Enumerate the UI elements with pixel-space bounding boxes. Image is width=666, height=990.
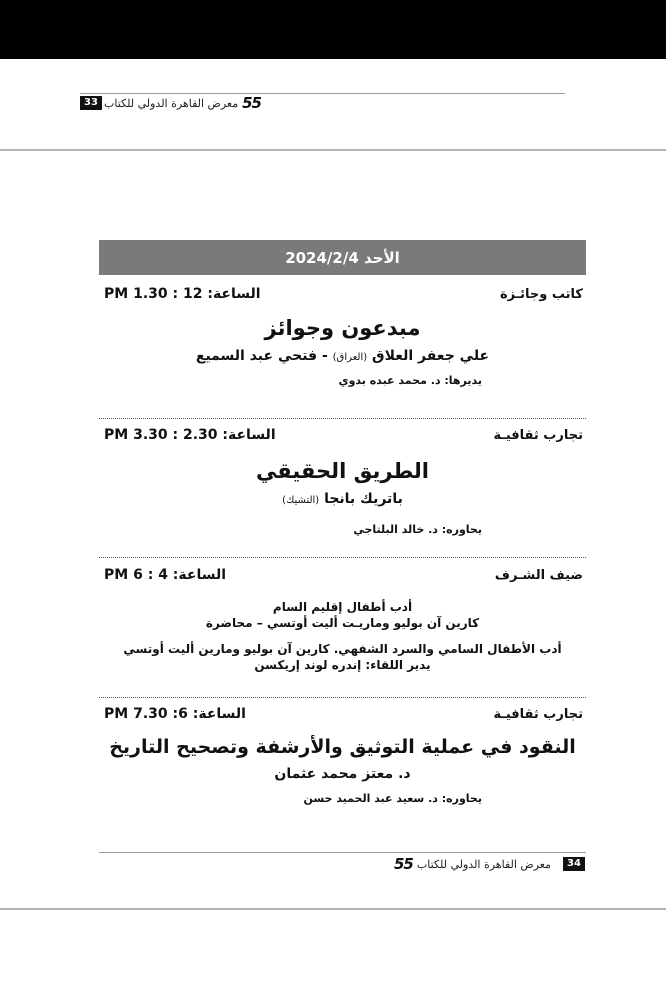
fair-logo-text: معرض القاهرة الدولي للكتاب xyxy=(416,857,551,871)
page-number-top: 33 xyxy=(80,96,102,110)
date-banner xyxy=(99,240,586,275)
event-time: الساعة: 6: 7.30 PM xyxy=(104,706,246,722)
event-category: تجارب ثقافيـة xyxy=(493,428,583,443)
event-moderator: يحاوره: د. خالد البلتاجي xyxy=(353,523,482,536)
section-divider xyxy=(99,697,586,698)
event-moderator: يحاوره: د. سعيد عبد الحميد حسن xyxy=(303,792,482,805)
fair-logo-bottom xyxy=(394,856,551,872)
speaker-name: علي جعفر العلاق xyxy=(372,348,490,364)
event-moderator: يديرها: د. محمد عبده بدوي xyxy=(338,374,482,387)
event-time: الساعة: 12 : 1.30 PM xyxy=(104,286,261,302)
event-speakers xyxy=(99,491,586,507)
speaker-name-2: - فتحي عبد السميع xyxy=(195,348,328,364)
date-text: الأحد 2024/2/4 xyxy=(285,248,400,267)
logo-mark-55: 55 xyxy=(242,94,261,112)
event-3 xyxy=(99,565,586,673)
event-title: النقود في عملية التوثيق والأرشفة وتصحيح التاريخ xyxy=(109,736,576,758)
event-category: ضيف الشـرف xyxy=(494,568,583,583)
logo-mark-55: 55 xyxy=(394,855,413,873)
event-title: مبدعون وجوائز xyxy=(264,316,421,340)
event-4 xyxy=(99,704,586,805)
section-divider xyxy=(99,557,586,558)
fair-logo-top xyxy=(104,95,261,111)
speaker-country: (العراق) xyxy=(332,352,368,363)
event-1 xyxy=(99,284,586,387)
event-time: الساعة: 4 : 6 PM xyxy=(104,567,227,583)
page-number-bottom: 34 xyxy=(563,857,585,871)
speaker-name: باتريك بانجا xyxy=(324,491,403,507)
event-category: تجارب ثقافيـة xyxy=(493,707,583,722)
top-black-band xyxy=(0,0,666,59)
program-line: أدب الأطفال السامي والسرد الشفهي. كارين آن بوليو ومارين أليت أوتسي xyxy=(123,642,562,656)
page-divider-bottom xyxy=(0,908,666,910)
program-line: يدير اللقاء: إندره لوند إريكسن xyxy=(254,658,431,672)
event-speakers xyxy=(99,348,586,364)
program-line: كارين آن بوليو وماريـت أليت أوتسي – محاضرة xyxy=(205,616,480,630)
event-time: الساعة: 2.30 : 3.30 PM xyxy=(104,427,276,443)
speaker-country: (التشيك) xyxy=(282,495,320,506)
footer-rule xyxy=(99,852,586,853)
section-divider xyxy=(99,418,586,419)
page-divider-top xyxy=(0,149,666,151)
event-speakers: د. معتز محمد عثمان xyxy=(274,766,411,782)
header-rule xyxy=(80,93,565,94)
event-title: الطريق الحقيقي xyxy=(256,459,429,483)
event-category: كاتب وجائـزة xyxy=(499,287,583,302)
program-line: أدب أطفال إقليم السام xyxy=(272,600,413,614)
fair-logo-text: معرض القاهرة الدولي للكتاب xyxy=(104,96,239,110)
event-2 xyxy=(99,425,586,536)
